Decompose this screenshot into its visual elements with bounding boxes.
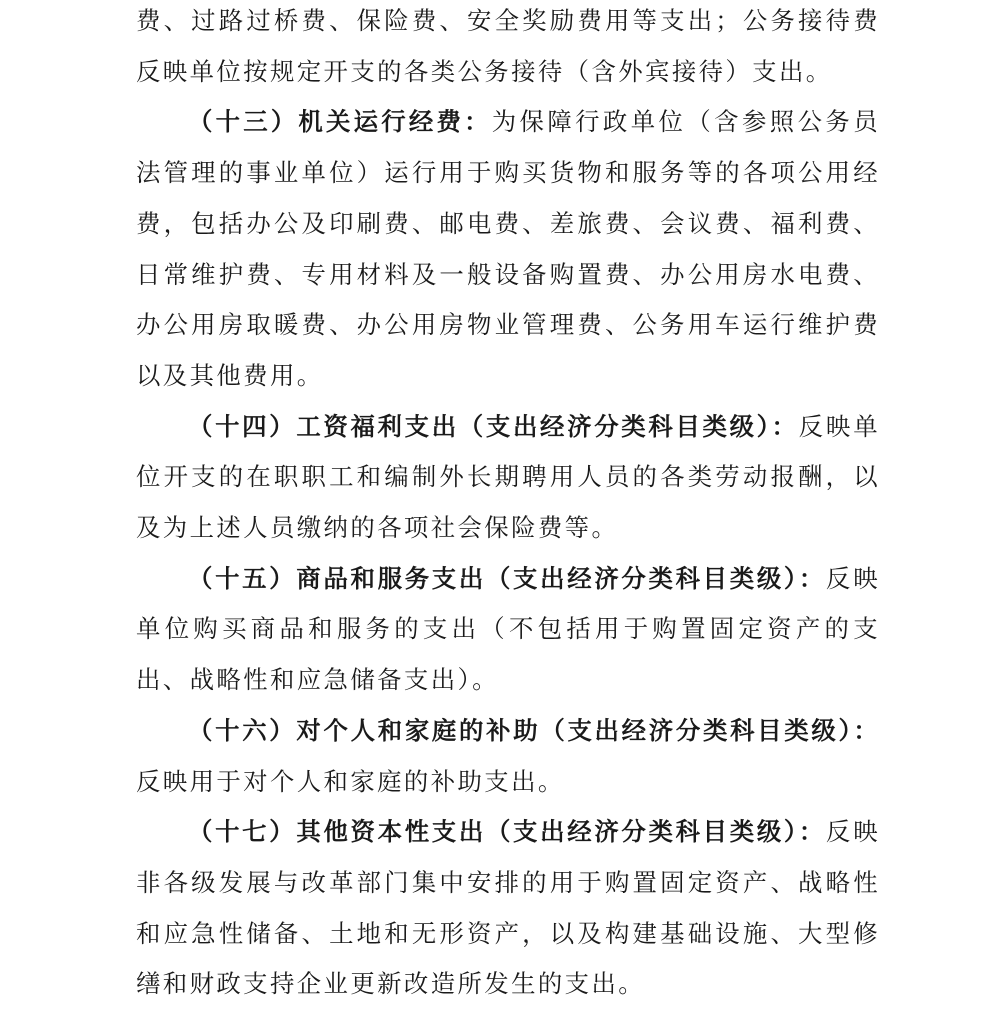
- paragraph-heading: （十五）商品和服务支出（支出经济分类科目类级）：: [188, 563, 826, 593]
- paragraph-17: [136, 807, 880, 1010]
- paragraph-13: [136, 97, 880, 401]
- paragraph-text: 反映单位购买商品和服务的支出（不包括用于购置固定资产的支出、战略性和应急储备支出）。: [136, 563, 880, 695]
- paragraph-heading: （十七）其他资本性支出（支出经济分类科目类级）：: [188, 817, 826, 847]
- paragraph-16: [136, 706, 880, 807]
- paragraph-text: 反映用于对个人和家庭的补助支出。: [136, 766, 565, 796]
- paragraph-text: 反映非各级发展与改革部门集中安排的用于购置固定资产、战略性和应急性储备、土地和无形资产，以及构建基础设施、大型修缮和财政支持企业更新改造所发生的支出。: [136, 817, 880, 999]
- paragraph-text: 反映单位开支的在职职工和编制外长期聘用人员的各类劳动报酬，以及为上述人员缴纳的各项社会保险费等。: [136, 411, 881, 543]
- paragraph-15: [136, 554, 880, 706]
- document-page: [136, 0, 880, 1010]
- paragraph-text: 为保障行政单位（含参照公务员法管理的事业单位）运行用于购买货物和服务等的各项公用经费，包括办公及印刷费、邮电费、差旅费、会议费、福利费、日常维护费、专用材料及一般设备购置费、办公用房水电费、办公用房取暖费、办公用房物业管理费、公务用车运行维护费以及其他费用。: [136, 107, 881, 390]
- paragraph-text: 费、过路过桥费、保险费、安全奖励费用等支出；公务接待费反映单位按规定开支的各类公务接待（含外宾接待）支出。: [136, 6, 880, 86]
- paragraph-continuation: [136, 0, 880, 97]
- paragraph-heading: （十三）机关运行经费：: [188, 107, 492, 137]
- paragraph-heading: （十四）工资福利支出（支出经济分类科目类级）：: [188, 411, 799, 441]
- paragraph-14: [136, 402, 880, 554]
- paragraph-heading: （十六）对个人和家庭的补助（支出经济分类科目类级）：: [188, 715, 880, 745]
